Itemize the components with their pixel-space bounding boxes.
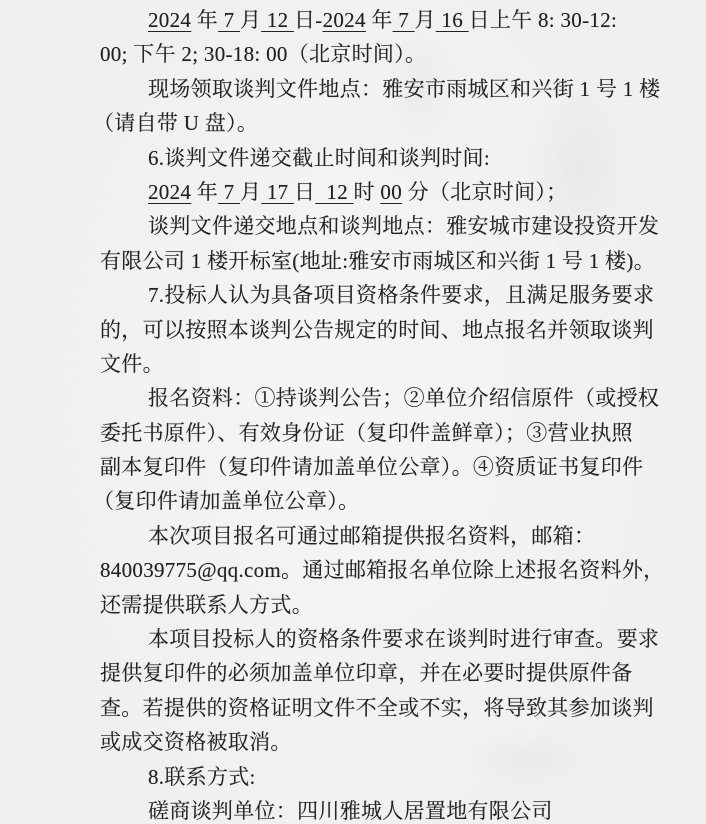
text-segment: 委托书原件）、有效身份证（复印件盖鲜章）；③营业执照 [100, 420, 633, 445]
text-segment: 年 [191, 179, 219, 204]
text-line [100, 381, 660, 415]
text-line [100, 622, 660, 656]
text-segment: 还需提供联系人方式。 [100, 592, 313, 617]
text-segment: 日 [293, 179, 316, 204]
text-segment: 的，可以按照本谈判公告规定的时间、地点报名并领取谈判 [100, 317, 654, 342]
text-line [100, 141, 654, 175]
underlined-text: 7 [218, 8, 240, 32]
text-segment: 或成交资格被取消。 [100, 730, 292, 755]
text-segment: 年 [191, 8, 219, 32]
text-line [100, 450, 654, 484]
underlined-text: 17 [261, 179, 294, 204]
text-segment: 月 [239, 179, 262, 204]
text-segment: 有限公司 1 楼开标室(地址:雅安市雨城区和兴街 1 号 1 楼)。 [100, 248, 656, 273]
text-line [100, 72, 661, 106]
text-line [100, 209, 660, 243]
text-line [93, 484, 654, 518]
text-segment: （复印件请加盖单位公章）。 [93, 489, 360, 514]
text-segment: 日- [293, 8, 323, 32]
text-segment: 月 [239, 8, 262, 32]
text-line [100, 794, 654, 824]
text-segment: 8.联系方式: [148, 764, 256, 789]
text-line [93, 106, 654, 140]
text-segment: 时 [353, 179, 381, 204]
underlined-text: 12 [315, 179, 354, 204]
text-segment: 文件。 [100, 351, 164, 376]
text-segment: 840039775@qq.com。通过邮箱报名单位除上述报名资料外， [100, 558, 665, 583]
underlined-text: 2024 [148, 8, 192, 32]
underlined-text: 2024 [322, 8, 366, 32]
text-line [100, 37, 654, 71]
text-line [100, 519, 654, 553]
text-segment: 00; 下午 2; 30-18: 00（北京时间）。 [100, 42, 427, 67]
text-segment: 谈判文件递交地点和谈判地点：雅安城市建设投资开发 [148, 214, 660, 239]
text-line [100, 3, 654, 37]
text-segment: 查。若提供的资格证明文件不全或不实，将导致其参加谈判 [100, 695, 654, 720]
text-line [100, 588, 654, 622]
text-line [100, 244, 654, 278]
text-segment: （请自带 U 盘）。 [93, 111, 259, 136]
underlined-text: 12 [261, 8, 294, 32]
underlined-text: 00 [380, 179, 403, 204]
text-line [100, 416, 654, 450]
text-line [100, 553, 665, 587]
underlined-text: 2024 [148, 179, 192, 204]
text-segment: 6.谈判文件递交截止时间和谈判时间: [148, 145, 490, 170]
text-segment: 本项目投标人的资格条件要求在谈判时进行审查。要求 [148, 627, 660, 652]
text-segment: 本次项目报名可通过邮箱提供报名资料，邮箱： [148, 523, 596, 548]
underlined-text: 7 [392, 8, 415, 32]
text-line [100, 656, 654, 690]
text-line [100, 760, 654, 794]
text-line [100, 278, 654, 312]
text-line [100, 175, 654, 209]
text-segment: 副本复印件（复印件请加盖单位公章）。④资质证书复印件 [100, 455, 644, 480]
text-line [100, 691, 654, 725]
underlined-text: 16 [435, 8, 469, 32]
text-segment: 月 [414, 8, 436, 32]
text-line [100, 313, 654, 347]
text-segment: 提供复印件的必须加盖单位印章，并在必要时提供原件备 [100, 661, 633, 686]
text-segment: 磋商谈判单位：四川雅城人居置地有限公司 [148, 798, 553, 823]
text-segment: 日上午 8: 30-12: [468, 8, 618, 32]
text-segment: 现场领取谈判文件地点：雅安市雨城区和兴街 1 号 1 楼 [148, 76, 661, 101]
text-segment: 年 [365, 8, 393, 32]
text-line [100, 347, 654, 381]
text-segment: 7.投标人认为具备项目资格条件要求，且满足服务要求 [148, 283, 655, 308]
text-segment: 分（北京时间）； [402, 179, 568, 204]
text-line [100, 725, 654, 759]
underlined-text: 7 [218, 179, 240, 204]
text-segment: 报名资料：①持谈判公告；②单位介绍信原件（或授权 [148, 386, 660, 411]
